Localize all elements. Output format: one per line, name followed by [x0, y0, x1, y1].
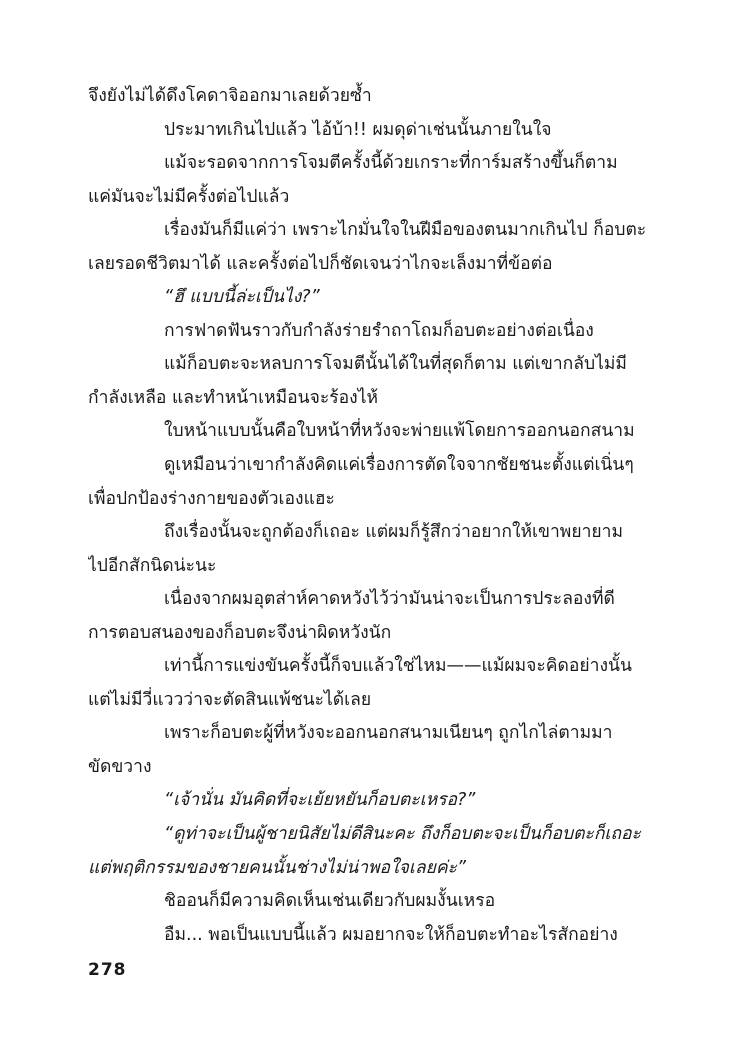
text-line: เนื่องจากผมอุตส่าห์คาดหวังไว้ว่ามันน่าจะเป็นการประลองที่ดี	[164, 589, 615, 610]
text-line: “เจ้านั่น มันคิดที่จะเย้ยหยันก็อบตะเหรอ?”	[164, 790, 476, 811]
text-line: เพราะก็อบตะผู้ที่หวังจะออกนอกสนามเนียนๆ ถูกไกไล่ตามมา	[164, 723, 613, 744]
text-line: ชิออนก็มีความคิดเห็นเช่นเดียวกับผมงั้นเหรอ	[164, 891, 496, 912]
body-text	[88, 80, 654, 952]
text-line: การฟาดฟันราวกับกำลังร่ายรำถาโถมก็อบตะอย่างต่อเนื่อง	[164, 320, 594, 341]
text-line: ประมาทเกินไปแล้ว ไอ้บ้า!! ผมดุด่าเช่นนั้นภายในใจ	[164, 119, 552, 140]
text-line: ไปอีกสักนิดน่ะนะ	[88, 555, 217, 576]
text-line: แต่ไม่มีวี่แววว่าจะตัดสินแพ้ชนะได้เลย	[88, 689, 372, 710]
text-line: แค่มันจะไม่มีครั้งต่อไปแล้ว	[88, 186, 290, 207]
text-line: เลยรอดชีวิตมาได้ และครั้งต่อไปก็ชัดเจนว่าไกจะเล็งมาที่ข้อต่อ	[88, 253, 553, 274]
text-line: แม้จะรอดจากการโจมตีครั้งนี้ด้วยเกราะที่การ์มสร้างขึ้นก็ตาม	[164, 153, 618, 174]
text-line: “ดูท่าจะเป็นผู้ชายนิสัยไม่ดีสินะคะ ถึงก็อบตะจะเป็นก็อบตะก็เถอะ	[164, 824, 641, 845]
text-line: เท่านี้การแข่งขันครั้งนี้ก็จบแล้วใช่ไหม——แม้ผมจะคิดอย่างนั้น	[164, 656, 632, 677]
text-line: ถึงเรื่องนั้นจะถูกต้องก็เถอะ แต่ผมก็รู้สึกว่าอยากให้เขาพยายาม	[164, 522, 624, 543]
text-line: ดูเหมือนว่าเขากำลังคิดแค่เรื่องการตัดใจจากชัยชนะตั้งแต่เนิ่นๆ	[164, 455, 634, 476]
text-line: เพื่อปกป้องร่างกายของตัวเองแฮะ	[88, 488, 335, 509]
text-line: ขัดขวาง	[88, 756, 152, 777]
text-line: ใบหน้าแบบนั้นคือใบหน้าที่หวังจะพ่ายแพ้โดยการออกนอกสนาม	[164, 421, 635, 442]
text-line: กำลังเหลือ และทำหน้าเหมือนจะร้องไห้	[88, 387, 379, 408]
text-line: การตอบสนองของก็อบตะจึงน่าผิดหวังนัก	[88, 622, 392, 643]
text-line: เรื่องมันก็มีแค่ว่า เพราะไกมั่นใจในฝีมือของตนมากเกินไป ก็อบตะ	[164, 220, 647, 241]
page-number: 278	[88, 960, 127, 980]
text-line: แต่พฤติกรรมของชายคนนั้นช่างไม่น่าพอใจเลยค่ะ”	[88, 857, 466, 878]
text-line: แม้ก็อบตะจะหลบการโจมตีนั้นได้ในที่สุดก็ตาม แต่เขากลับไม่มี	[164, 354, 627, 375]
text-line: “ฮึ แบบนี้ล่ะเป็นไง?”	[164, 287, 320, 308]
text-line: จึงยังไม่ได้ดึงโคดาจิออกมาเลยด้วยซ้ำ	[88, 86, 372, 106]
text-line: อืม... พอเป็นแบบนี้แล้ว ผมอยากจะให้ก็อบตะทำอะไรสักอย่าง	[164, 924, 618, 945]
